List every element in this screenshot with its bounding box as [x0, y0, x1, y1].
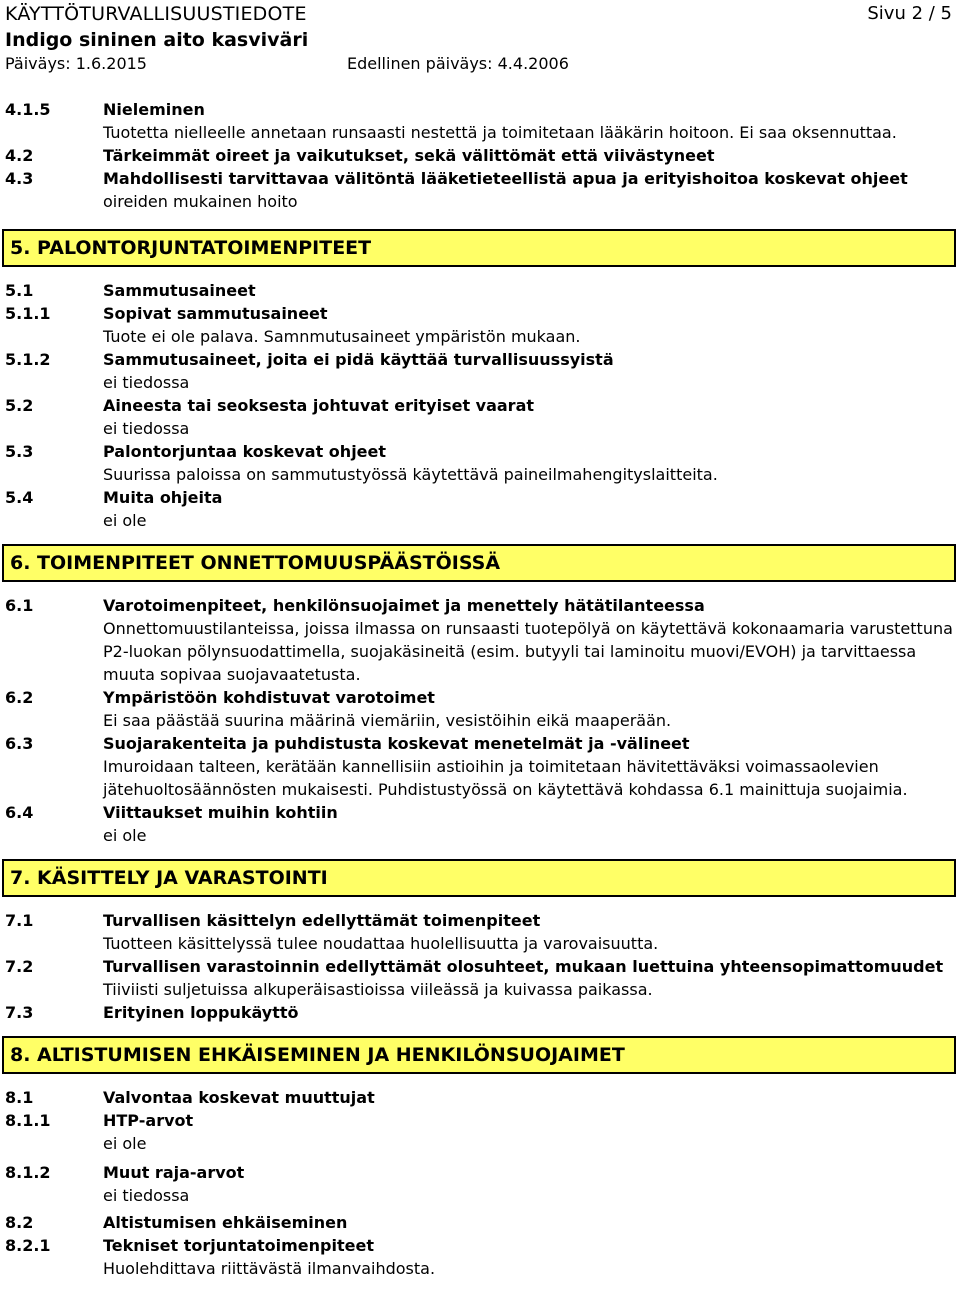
subsection-text: ei tiedossa: [103, 1186, 190, 1205]
subsection-title: Muut raja-arvot: [103, 1163, 245, 1182]
subsection-7-1: [5, 909, 956, 955]
subsection-8-1: [5, 1086, 956, 1109]
subsection-title: Erityinen loppukäyttö: [103, 1003, 299, 1022]
subsection-4-2: [5, 144, 956, 167]
section-heading-5: 5. PALONTORJUNTATOIMENPITEET: [2, 229, 956, 267]
subsection-title: Sammutusaineet: [103, 281, 256, 300]
subsection-number: 6.4: [5, 803, 34, 822]
subsection-title: Nieleminen: [103, 100, 205, 119]
subsection-title: Turvallisen varastoinnin edellyttämät olosuhteet, mukaan luettuina yhteensopimattomuudet: [103, 957, 944, 976]
subsection-title: Altistumisen ehkäiseminen: [103, 1213, 348, 1232]
subsection-text: Ei saa päästää suurina määrinä viemäriin, vesistöihin eikä maaperään.: [103, 711, 672, 730]
subsection-text: Suurissa paloissa on sammutustyössä käytettävä paineilmahengityslaitteita.: [103, 465, 718, 484]
subsection-5-3: [5, 440, 956, 486]
subsection-number: 7.2: [5, 957, 34, 976]
subsection-number: 8.1.1: [5, 1111, 51, 1130]
document-type: KÄYTTÖTURVALLISUUSTIEDOTE: [5, 3, 307, 25]
subsection-number: 4.2: [5, 146, 34, 165]
subsection-text: Tuotteen käsittelyssä tulee noudattaa huolellisuutta ja varovaisuutta.: [103, 934, 659, 953]
subsection-5-1-1: [5, 302, 956, 348]
subsection-text: Huolehdittava riittävästä ilmanvaihdosta.: [103, 1259, 436, 1278]
subsection-7-2: [5, 955, 956, 1001]
subsection-8-2: [5, 1211, 956, 1234]
subsection-title: Tekniset torjuntatoimenpiteet: [103, 1236, 374, 1255]
subsection-text: Imuroidaan talteen, kerätään kannellisiin astioihin ja toimitetaan hävitettäväksi voimassaolevien jätehuoltosäännösten mukaisesti. Puhdistustyössä on käytettävä kohdassa 6.1 mainittuja suojaimia.: [103, 757, 908, 799]
section-heading-7: 7. KÄSITTELY JA VARASTOINTI: [2, 859, 956, 897]
previous-date: Edellinen päiväys: 4.4.2006: [347, 54, 569, 73]
subsection-title: Viittaukset muihin kohtiin: [103, 803, 338, 822]
subsection-title: Mahdollisesti tarvittavaa välitöntä lääketieteellistä apua ja erityishoitoa koskevat ohjeet: [103, 169, 908, 188]
subsection-number: 5.1.2: [5, 350, 51, 369]
subsection-title: Ympäristöön kohdistuvat varotoimet: [103, 688, 435, 707]
subsection-number: 5.2: [5, 396, 34, 415]
subsection-8-1-2: [5, 1161, 956, 1207]
subsection-title: Palontorjuntaa koskevat ohjeet: [103, 442, 387, 461]
subsection-5-1: [5, 279, 956, 302]
section-heading-6: 6. TOIMENPITEET ONNETTOMUUSPÄÄSTÖISSÄ: [2, 544, 956, 582]
subsection-title: Aineesta tai seoksesta johtuvat erityiset vaarat: [103, 396, 535, 415]
subsection-text: Tiiviisti suljetuissa alkuperäisastioissa viileässä ja kuivassa paikassa.: [103, 980, 653, 999]
subsection-text: Onnettomuustilanteissa, joissa ilmassa on runsaasti tuotepölyä on käytettävä kokonaamaria varustettuna P2-luokan pölynsuodattimella, suojakäsineitä (esim. butyyli tai laminoitu muovi/EVOH) ja tarvittaessa muuta sopivaa suojavaatetusta.: [103, 619, 953, 684]
subsection-6-1: [5, 594, 956, 686]
subsection-text: Tuotetta nielleelle annetaan runsaasti nestettä ja toimitetaan lääkärin hoitoon. Ei saa oksennuttaa.: [103, 123, 897, 142]
subsection-text: ei tiedossa: [103, 419, 190, 438]
subsection-title: Suojarakenteita ja puhdistusta koskevat menetelmät ja -välineet: [103, 734, 690, 753]
subsection-number: 7.1: [5, 911, 34, 930]
subsection-text: Tuote ei ole palava. Samnmutusaineet ympäristön mukaan.: [103, 327, 581, 346]
issue-date: Päiväys: 1.6.2015: [5, 54, 147, 73]
subsection-5-2: [5, 394, 956, 440]
subsection-number: 5.1: [5, 281, 34, 300]
dates-line: [5, 54, 952, 74]
subsection-number: 6.2: [5, 688, 34, 707]
subsection-7-3: [5, 1001, 956, 1024]
subsection-title: Tärkeimmät oireet ja vaikutukset, sekä välittömät että viivästyneet: [103, 146, 715, 165]
subsection-number: 4.1.5: [5, 100, 51, 119]
document-content: [5, 98, 956, 1280]
subsection-8-2-1: [5, 1234, 956, 1280]
subsection-title: Turvallisen käsittelyn edellyttämät toimenpiteet: [103, 911, 541, 930]
subsection-title: HTP-arvot: [103, 1111, 194, 1130]
subsection-text: ei tiedossa: [103, 373, 190, 392]
subsection-6-2: [5, 686, 956, 732]
subsection-title: Sammutusaineet, joita ei pidä käyttää turvallisuussyistä: [103, 350, 614, 369]
subsection-number: 8.2.1: [5, 1236, 51, 1255]
subsection-number: 6.1: [5, 596, 34, 615]
subsection-number: 8.2: [5, 1213, 34, 1232]
subsection-text: ei ole: [103, 511, 147, 530]
subsection-text: ei ole: [103, 1134, 147, 1153]
subsection-4-1-5: [5, 98, 956, 144]
page-number: Sivu 2 / 5: [867, 3, 952, 24]
subsection-6-4: [5, 801, 956, 847]
subsection-6-3: [5, 732, 956, 801]
page-header: [5, 3, 952, 74]
subsection-text: ei ole: [103, 826, 147, 845]
subsection-5-1-2: [5, 348, 956, 394]
subsection-number: 5.4: [5, 488, 34, 507]
subsection-title: Valvontaa koskevat muuttujat: [103, 1088, 375, 1107]
subsection-4-3: [5, 167, 956, 213]
subsection-number: 5.1.1: [5, 304, 51, 323]
subsection-number: 5.3: [5, 442, 34, 461]
section-heading-8: 8. ALTISTUMISEN EHKÄISEMINEN JA HENKILÖNSUOJAIMET: [2, 1036, 956, 1074]
subsection-number: 4.3: [5, 169, 34, 188]
subsection-number: 8.1: [5, 1088, 34, 1107]
subsection-number: 7.3: [5, 1003, 34, 1022]
subsection-title: Sopivat sammutusaineet: [103, 304, 328, 323]
subsection-number: 6.3: [5, 734, 34, 753]
product-name: Indigo sininen aito kasviväri: [5, 29, 309, 51]
subsection-5-4: [5, 486, 956, 532]
subsection-title: Varotoimenpiteet, henkilönsuojaimet ja menettely hätätilanteessa: [103, 596, 705, 615]
subsection-text: oireiden mukainen hoito: [103, 192, 298, 211]
subsection-title: Muita ohjeita: [103, 488, 223, 507]
subsection-8-1-1: [5, 1109, 956, 1155]
subsection-number: 8.1.2: [5, 1163, 51, 1182]
